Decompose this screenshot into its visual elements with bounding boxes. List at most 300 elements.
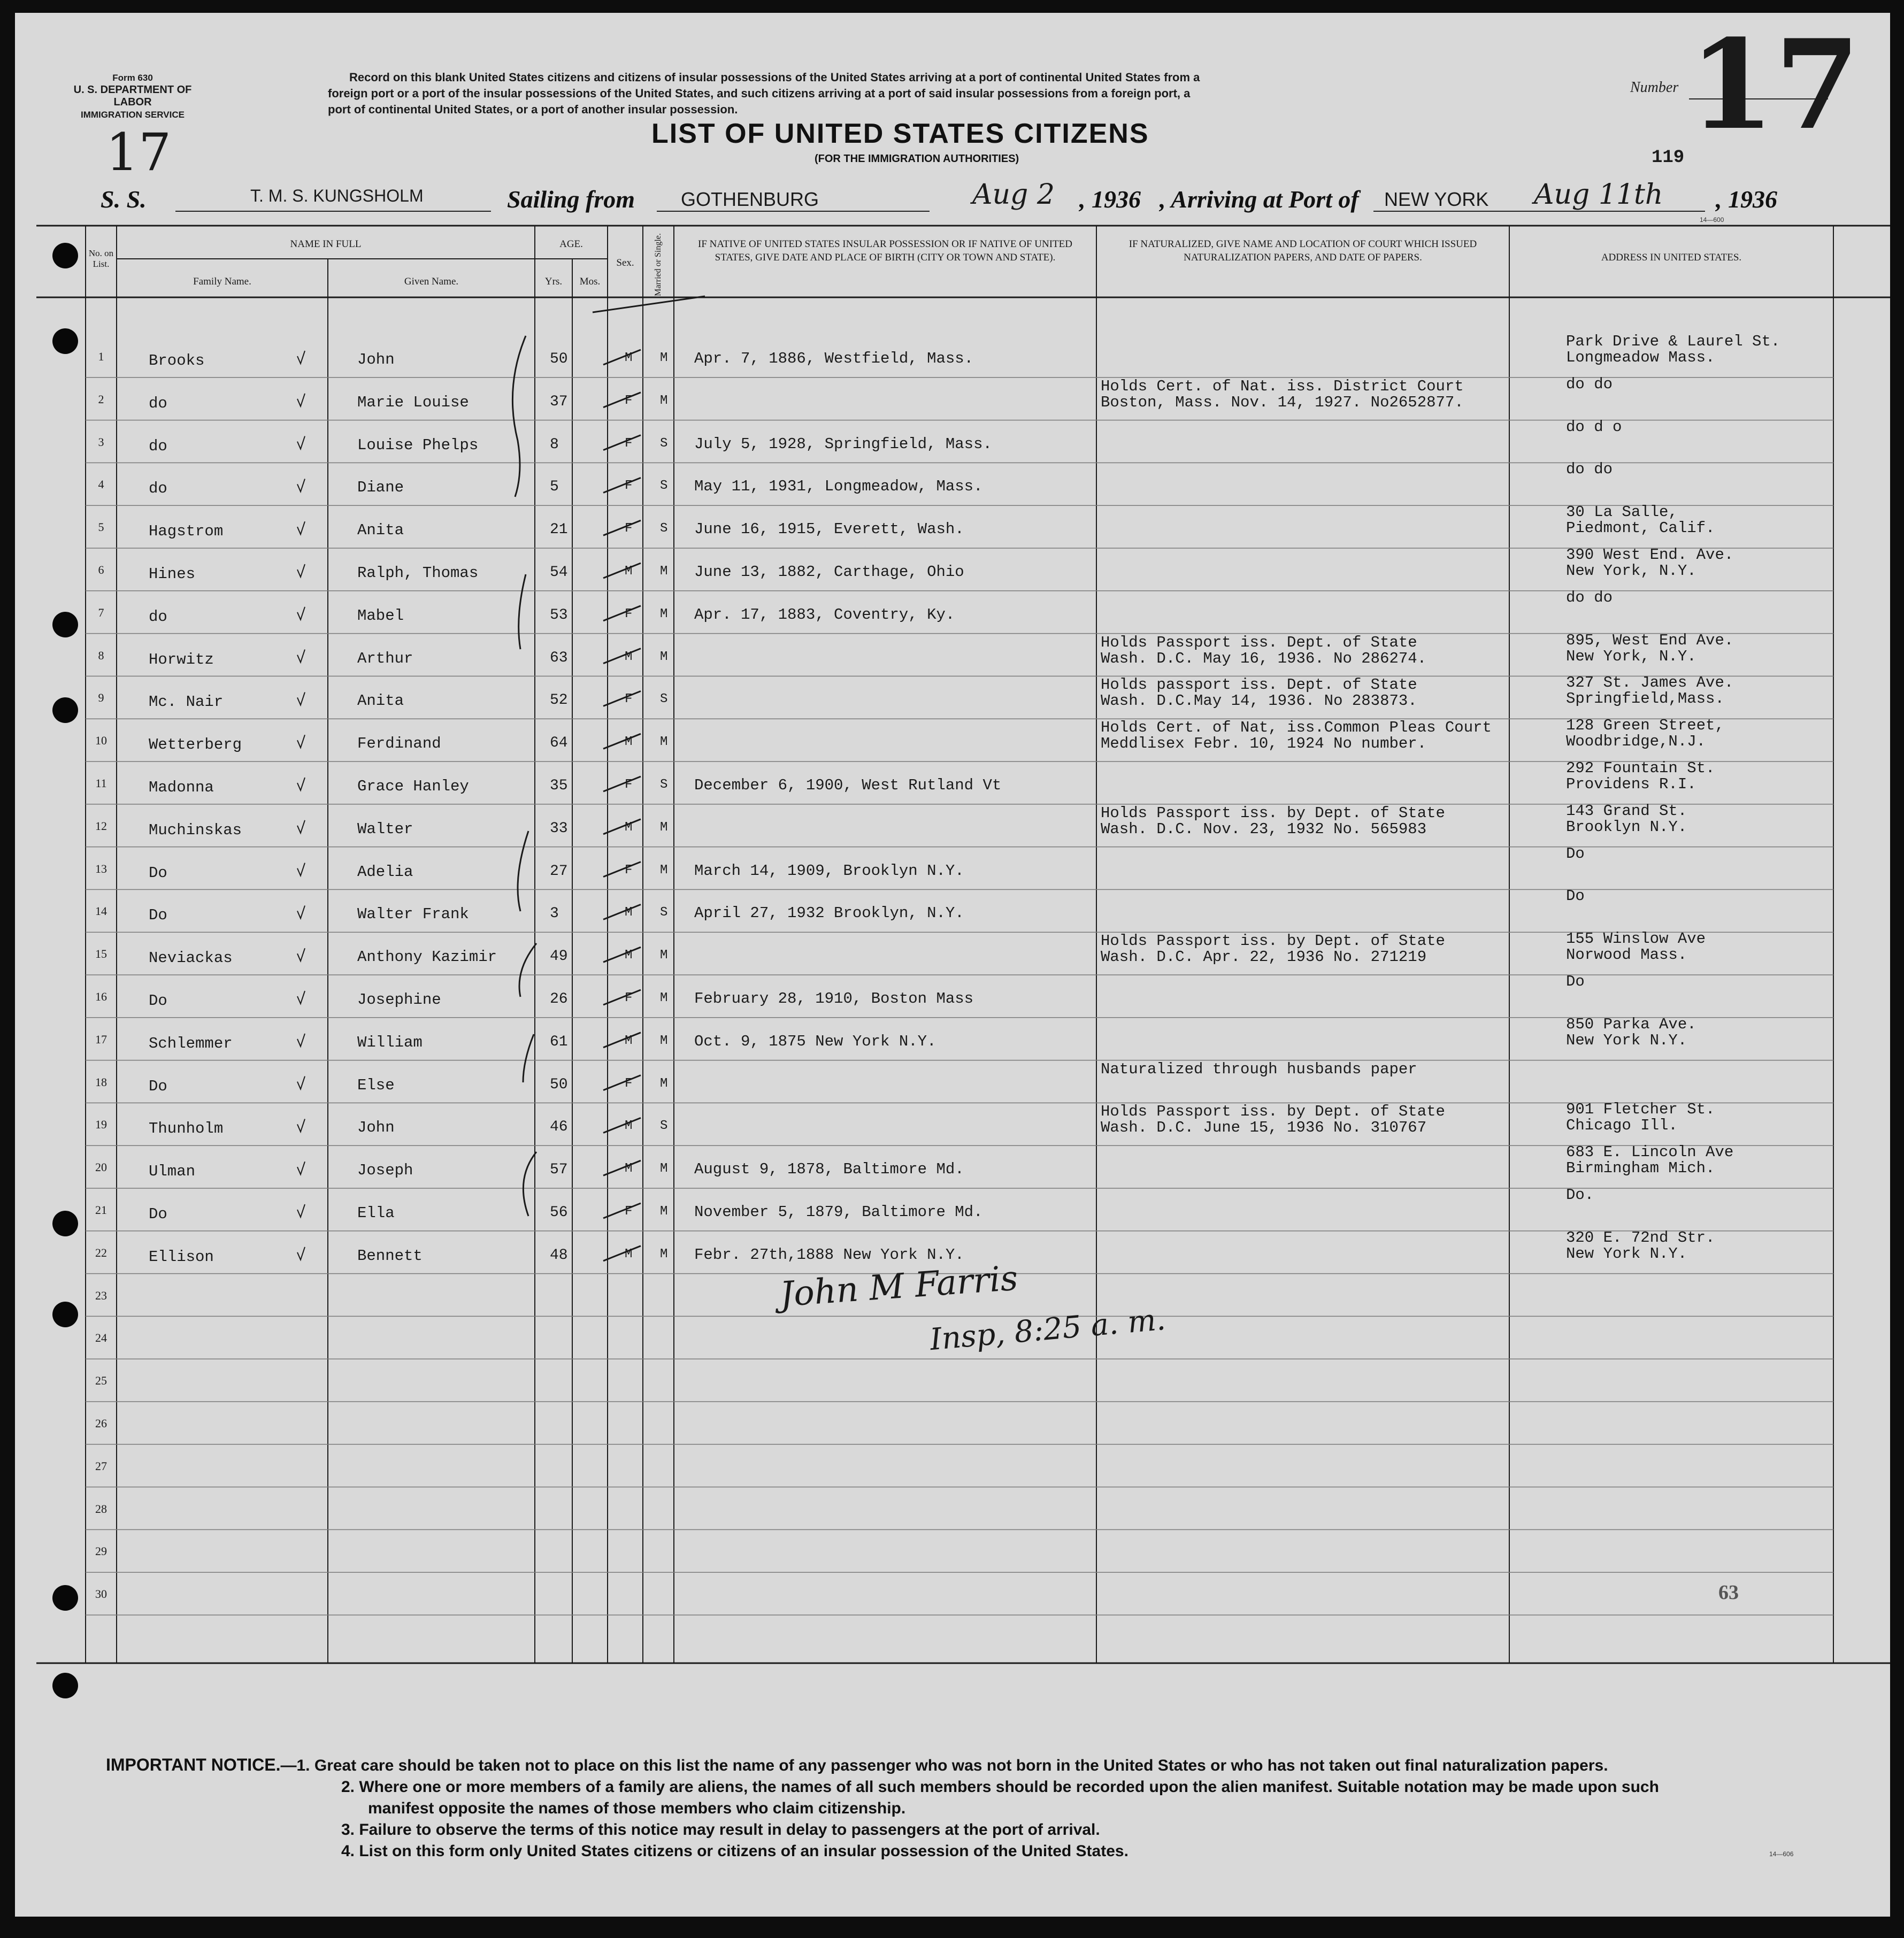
family-bracket-3 [518, 831, 528, 911]
family-name: Brooks [149, 352, 205, 370]
given-name: William [357, 1033, 423, 1051]
handwritten-marks [15, 13, 1890, 1917]
sex: F [625, 991, 633, 1005]
sex: M [625, 1247, 633, 1262]
tally-stroke [603, 350, 641, 365]
marital-status: M [660, 606, 668, 621]
age-years: 50 [550, 351, 568, 367]
row-number: 3 [98, 435, 104, 449]
inspection-time: Insp, 8:25 a. m. [928, 1302, 1167, 1358]
address-line-1: 128 Green Street, [1566, 717, 1724, 735]
sex: M [625, 820, 633, 835]
form-code-bottom: 14—606 [1769, 1850, 1794, 1858]
row-number: 22 [95, 1245, 107, 1259]
given-name: Diane [357, 479, 404, 497]
family-name: Hagstrom [149, 522, 224, 541]
row-number: 20 [95, 1160, 107, 1174]
age-years: 48 [550, 1247, 568, 1264]
row-number: 30 [95, 1587, 107, 1601]
sex: M [625, 1119, 633, 1134]
row-number: 12 [95, 819, 107, 833]
sex: M [625, 948, 633, 963]
age-years: 61 [550, 1033, 568, 1050]
row-number: 21 [95, 1203, 107, 1217]
sail-year: , 1936 [1079, 186, 1141, 213]
birth-details: Apr. 17, 1883, Coventry, Ky. [694, 605, 955, 624]
tally-stroke [603, 1203, 641, 1218]
row-number: 26 [95, 1417, 107, 1430]
address-line-1: 683 E. Lincoln Ave [1566, 1143, 1734, 1162]
sex: F [625, 1076, 633, 1091]
marital-status: M [660, 1033, 668, 1048]
age-years: 33 [550, 820, 568, 837]
sailing-label: Sailing from [507, 186, 635, 213]
age-years: 54 [550, 564, 568, 581]
address-line-1: 895, West End Ave. [1566, 631, 1734, 649]
marital-status: S [660, 479, 668, 494]
family-name: Ellison [149, 1248, 214, 1266]
sex: M [625, 564, 633, 579]
department-name: U. S. DEPARTMENT OF LABOR [73, 84, 192, 108]
sex: M [625, 1162, 633, 1176]
col-header-married: Married or Single. [654, 233, 663, 296]
birth-details: August 9, 1878, Baltimore Md. [694, 1160, 964, 1179]
naturalization-line-1: Holds Passport iss. by Dept. of State [1101, 1103, 1445, 1121]
marital-status: M [660, 351, 668, 365]
check-mark [297, 1204, 305, 1217]
family-name: Do [149, 864, 167, 882]
family-name: Do [149, 1205, 167, 1223]
naturalization-line-1: Holds Passport iss. Dept. of State [1101, 633, 1417, 651]
age-years: 26 [550, 991, 568, 1008]
sex: F [625, 521, 633, 536]
address-line-1: Do. [1566, 1186, 1594, 1204]
marital-status: M [660, 564, 668, 579]
row-number: 23 [95, 1288, 107, 1302]
col-header-mos: Mos. [579, 276, 601, 287]
tally-stroke [603, 1075, 641, 1090]
form-number: Form 630 [112, 73, 153, 83]
address-line-2: New York N.Y. [1566, 1244, 1687, 1263]
address-line-2: New York, N.Y. [1566, 647, 1696, 665]
given-name: Joseph [357, 1162, 413, 1180]
naturalization-line-2: Wash. D.C. Nov. 23, 1932 No. 565983 [1101, 820, 1427, 838]
form-code-top: 14—600 [1700, 216, 1724, 224]
marital-status: M [660, 1247, 668, 1262]
stroke-mark [593, 296, 705, 312]
check-mark [297, 692, 305, 705]
check-mark [297, 650, 305, 663]
family-name: do [149, 607, 167, 626]
service-name: IMMIGRATION SERVICE [81, 110, 185, 120]
given-name: Ella [357, 1204, 395, 1222]
given-name: John [357, 1119, 395, 1137]
address-line-1: 901 Fletcher St. [1566, 1101, 1715, 1119]
tally-stroke [603, 478, 641, 493]
marital-status: M [660, 863, 668, 878]
birth-details: Oct. 9, 1875 New York N.Y. [694, 1032, 936, 1050]
tally-stroke [603, 990, 641, 1005]
address-line-1: 390 West End. Ave. [1566, 546, 1734, 564]
sex: F [625, 393, 633, 408]
address-line-1: Park Drive & Laurel St. [1566, 333, 1780, 350]
given-name: Walter Frank [357, 905, 469, 924]
age-years: 56 [550, 1204, 568, 1221]
col-header-naturalized: IF NATURALIZED, GIVE NAME AND LOCATION OF COURT WHICH ISSUED NATURALIZATION PAPERS, AND DATE OF PAPERS. [1128, 239, 1477, 263]
address-line-1: do do [1566, 588, 1613, 606]
family-name: Horwitz [149, 650, 214, 668]
family-name: do [149, 437, 167, 455]
family-name: Madonna [149, 779, 214, 796]
row-number: 10 [95, 734, 107, 748]
row-number: 4 [98, 478, 104, 491]
age-years: 50 [550, 1076, 568, 1093]
age-years: 57 [550, 1162, 568, 1179]
naturalization-line-2: Wash. D.C. May 16, 1936. No 286274. [1101, 649, 1427, 667]
row-number: 1 [98, 350, 104, 363]
address-line-2: Woodbridge,N.J. [1566, 733, 1706, 751]
tally-stroke [603, 435, 641, 450]
address-line-1: 320 E. 72nd Str. [1566, 1228, 1715, 1247]
naturalization-line-1: Naturalized through husbands paper [1101, 1060, 1417, 1078]
col-header-birth: IF NATIVE OF UNITED STATES INSULAR POSSESSION OR IF NATIVE OF UNITED STATES, GIVE DATE AND PLACE OF BIRTH (CITY OR TOWN AND STATE). [698, 239, 1072, 263]
naturalization-line-1: Holds passport iss. Dept. of State [1101, 676, 1417, 694]
address-line-2: Chicago Ill. [1566, 1117, 1678, 1135]
row-number: 8 [98, 648, 104, 662]
birth-details: April 27, 1932 Brooklyn, N.Y. [694, 904, 964, 922]
marital-status: M [660, 1076, 668, 1091]
check-mark [297, 1076, 305, 1089]
sex: F [625, 1204, 633, 1219]
check-mark [297, 991, 305, 1004]
marital-status: S [660, 1119, 668, 1134]
row-number: 6 [98, 563, 104, 576]
address-line-2: Norwood Mass. [1566, 946, 1687, 964]
family-name: Do [149, 1077, 167, 1095]
check-mark [297, 607, 305, 620]
age-years: 3 [550, 905, 559, 922]
row-number: 28 [95, 1502, 107, 1516]
address-line-2: Birmingham Mich. [1566, 1159, 1715, 1178]
marital-status: S [660, 521, 668, 536]
binder-hole [52, 243, 78, 268]
given-name: Anita [357, 692, 404, 710]
sex: F [625, 863, 633, 878]
family-name: Ulman [149, 1163, 196, 1181]
tally-stroke [603, 947, 641, 962]
row-number: 15 [95, 947, 107, 961]
check-mark [297, 521, 305, 534]
row-number: 29 [95, 1544, 107, 1558]
binder-hole [52, 1302, 78, 1327]
birth-details: June 13, 1882, Carthage, Ohio [694, 563, 964, 581]
address-line-1: do do [1566, 375, 1613, 393]
naturalization-line-1: Holds Passport iss. by Dept. of State [1101, 932, 1445, 950]
sex: M [625, 351, 633, 365]
row-number: 25 [95, 1374, 107, 1388]
birth-details: Febr. 27th,1888 New York N.Y. [694, 1245, 964, 1264]
naturalization-line-2: Meddlisex Febr. 10, 1924 No number. [1101, 735, 1427, 753]
address-line-1: 155 Winslow Ave [1566, 930, 1706, 948]
family-name: Do [149, 992, 167, 1010]
margin-handwritten-number: 17 [106, 122, 172, 182]
check-mark [297, 778, 305, 790]
record-line-2: foreign port or a port of the insular possessions of the United States, and such citizens arriving at a port of said insular possessions from a foreign port, a [328, 87, 1191, 100]
marital-status: S [660, 692, 668, 707]
row-number: 11 [95, 776, 107, 790]
age-years: 21 [550, 521, 568, 539]
row-number: 13 [95, 862, 107, 875]
check-mark [297, 564, 305, 577]
binder-hole [52, 1585, 78, 1611]
marital-status: M [660, 1204, 668, 1219]
check-mark [297, 905, 305, 918]
row-number: 14 [95, 904, 107, 918]
record-line-3: port of continental United States, or a port of another insular possession. [328, 103, 738, 116]
address-line-1: do d o [1566, 418, 1622, 436]
sex: M [625, 649, 633, 664]
tally-stroke [603, 1118, 641, 1133]
address-line-1: 30 La Salle, [1566, 503, 1678, 521]
page-title: LIST OF UNITED STATES CITIZENS [651, 118, 1149, 149]
age-years: 53 [550, 606, 568, 624]
check-mark [297, 820, 305, 833]
address-line-1: 850 Parka Ave. [1566, 1015, 1696, 1033]
row-number: 17 [95, 1032, 107, 1046]
tally-stroke [603, 862, 641, 877]
marital-status: M [660, 948, 668, 963]
stamp-119: 119 [1652, 148, 1685, 168]
sail-date: Aug 2 [972, 179, 1055, 211]
address-line-1: do do [1566, 460, 1613, 479]
binder-hole [52, 1211, 78, 1236]
marital-status: M [660, 820, 668, 835]
given-name: Louise Phelps [357, 436, 479, 454]
tally-stroke [603, 1246, 641, 1261]
row-number: 16 [95, 990, 107, 1003]
family-bracket-2 [519, 574, 526, 649]
sex: F [625, 479, 633, 494]
col-header-name-in-full: NAME IN FULL [290, 239, 362, 250]
sex: F [625, 692, 633, 707]
birth-details: June 16, 1915, Everett, Wash. [694, 520, 964, 539]
ss-label: S. S. [101, 186, 147, 213]
col-header-sex: Sex. [616, 257, 634, 268]
given-name: Marie Louise [357, 393, 469, 411]
check-mark [297, 735, 305, 748]
family-name: Mc. Nair [149, 693, 224, 711]
given-name: Arthur [357, 649, 413, 667]
given-name: Ferdinand [357, 735, 441, 753]
sex: M [625, 905, 633, 920]
tally-stroke [603, 393, 641, 407]
birth-details: February 28, 1910, Boston Mass [694, 990, 974, 1008]
check-mark [297, 479, 305, 491]
given-name: Mabel [357, 606, 404, 625]
address-line-2: Springfield,Mass. [1566, 690, 1724, 708]
family-name: do [149, 394, 167, 412]
tally-stroke [603, 606, 641, 621]
family-name: Schlemmer [149, 1034, 233, 1052]
age-years: 37 [550, 393, 568, 410]
tally-stroke [603, 1160, 641, 1175]
family-name: Hines [149, 565, 196, 583]
notice-item-3: 3. Failure to observe the terms of this notice may result in delay to passengers at the port of arrival. [341, 1821, 1100, 1839]
address-line-2: Brooklyn N.Y. [1566, 818, 1687, 836]
notice-item-4: 4. List on this form only United States citizens or citizens of an insular possession of the United States. [341, 1842, 1128, 1860]
age-years: 46 [550, 1119, 568, 1136]
address-line-1: 292 Fountain St. [1566, 759, 1715, 777]
family-bracket-1 [512, 336, 526, 497]
sailing-port: GOTHENBURG [681, 188, 819, 210]
row-number: 27 [95, 1459, 107, 1473]
tally-stroke [603, 776, 641, 791]
given-name: Bennett [357, 1247, 423, 1265]
address-line-1: Do [1566, 973, 1585, 990]
document-page [15, 13, 1890, 1917]
row-number: 5 [98, 520, 104, 534]
family-name: Do [149, 906, 167, 925]
marital-status: S [660, 905, 668, 920]
given-name: Josephine [357, 991, 441, 1009]
row-number: 18 [95, 1075, 107, 1089]
sex: M [625, 1033, 633, 1048]
page-subtitle: (FOR THE IMMIGRATION AUTHORITIES) [815, 153, 1019, 165]
naturalization-line-2: Wash. D.C.May 14, 1936. No 283873. [1101, 692, 1417, 710]
important-notice [106, 1754, 1860, 1862]
row-number: 9 [98, 691, 104, 705]
binder-hole [52, 1673, 78, 1698]
row-number: 19 [95, 1118, 107, 1132]
marital-status: M [660, 649, 668, 664]
family-bracket-6 [523, 1152, 536, 1216]
address-line-2: Longmeadow Mass. [1566, 349, 1715, 366]
row-number: 2 [98, 392, 104, 406]
check-mark [297, 436, 305, 449]
row-number: 24 [95, 1331, 107, 1345]
col-header-yrs: Yrs. [544, 276, 563, 287]
age-years: 49 [550, 948, 568, 965]
arrival-port: NEW YORK [1384, 188, 1489, 210]
family-name: Wetterberg [149, 736, 242, 754]
naturalization-line-1: Holds Cert. of Nat. iss. District Court [1101, 377, 1464, 395]
given-name: Grace Hanley [357, 778, 469, 795]
given-name: Anthony Kazimir [357, 948, 497, 966]
given-name: Walter [357, 820, 413, 838]
address-line-2: New York N.Y. [1566, 1031, 1687, 1049]
tally-stroke [603, 819, 641, 834]
tally-stroke [603, 691, 641, 706]
check-mark [297, 351, 305, 364]
birth-details: July 5, 1928, Springfield, Mass. [694, 435, 992, 453]
birth-details: March 14, 1909, Brooklyn N.Y. [694, 862, 964, 880]
given-name: John [357, 351, 395, 368]
col-header-address: ADDRESS IN UNITED STATES. [1601, 252, 1742, 263]
given-name: Anita [357, 521, 404, 540]
binder-hole [52, 612, 78, 637]
marital-status: S [660, 778, 668, 792]
naturalization-line-2: Wash. D.C. Apr. 22, 1936 No. 271219 [1101, 948, 1427, 966]
age-years: 63 [550, 649, 568, 666]
sex: F [625, 778, 633, 792]
check-mark [297, 1119, 305, 1132]
number-label: Number [1630, 79, 1679, 96]
age-years: 35 [550, 778, 568, 794]
notice-item-2-cont: manifest opposite the names of those members who claim citizenship. [368, 1799, 906, 1817]
family-name: Muchinskas [149, 821, 242, 839]
address-line-1: Do [1566, 887, 1585, 905]
ship-name: T. M. S. KUNGSHOLM [250, 186, 424, 205]
given-name: Adelia [357, 863, 413, 881]
marital-status: M [660, 1162, 668, 1176]
notice-heading: IMPORTANT NOTICE. [106, 1755, 281, 1774]
marital-status: M [660, 735, 668, 750]
col-header-family: Family Name. [193, 276, 251, 287]
notice-item-1: —1. Great care should be taken not to place on this list the name of any passenger who was not born in the United States or who has not taken out final naturalization papers. [280, 1757, 1608, 1774]
tally-stroke [603, 1033, 641, 1048]
address-line-2: Piedmont, Calif. [1566, 519, 1715, 537]
age-years: 27 [550, 863, 568, 880]
check-mark [297, 863, 305, 876]
arrival-date: Aug 11th [1534, 179, 1663, 211]
row-number: 7 [98, 605, 104, 619]
tally-stroke [603, 734, 641, 749]
naturalization-line-2: Wash. D.C. June 15, 1936 No. 310767 [1101, 1119, 1427, 1137]
given-name: Ralph, Thomas [357, 564, 479, 582]
tally-stroke [603, 904, 641, 919]
record-line-1: Record on this blank United States citizens and citizens of insular possessions of the United States arriving at a port of continental United States from a [349, 71, 1200, 84]
family-bracket-4 [519, 943, 536, 997]
sex: F [625, 606, 633, 621]
age-years: 52 [550, 692, 568, 709]
check-mark [297, 1034, 305, 1047]
birth-details: November 5, 1879, Baltimore Md. [694, 1203, 983, 1221]
col-header-no: No. on List. [88, 248, 114, 269]
arrival-year: , 1936 [1716, 186, 1777, 213]
arriving-label: , Arriving at Port of [1160, 186, 1359, 213]
inspector-signature: John M Farris [778, 1258, 1019, 1315]
sex: F [625, 436, 633, 451]
birth-details: December 6, 1900, West Rutland Vt [694, 776, 1002, 794]
tally-stroke [603, 649, 641, 664]
page-stamp: 63 [1718, 1581, 1739, 1604]
naturalization-line-2: Boston, Mass. Nov. 14, 1927. No2652877. [1101, 393, 1464, 411]
col-header-given: Given Name. [404, 276, 459, 287]
given-name: Else [357, 1076, 395, 1094]
address-line-1: 327 St. James Ave. [1566, 674, 1734, 692]
check-mark [297, 948, 305, 961]
tally-stroke [603, 520, 641, 535]
check-mark [297, 394, 305, 406]
address-line-1: 143 Grand St. [1566, 802, 1687, 820]
age-years: 64 [550, 735, 568, 752]
age-years: 8 [550, 436, 559, 453]
marital-status: M [660, 991, 668, 1005]
notice-item-2: 2. Where one or more members of a family are aliens, the names of all such members should be recorded upon the alien manifest. Suitable notation may be made upon such [341, 1778, 1659, 1796]
marital-status: S [660, 436, 668, 451]
birth-details: Apr. 7, 1886, Westfield, Mass. [694, 350, 974, 367]
family-name: Thunholm [149, 1120, 224, 1138]
address-line-2: New York, N.Y. [1566, 562, 1696, 580]
handwritten-number: 17 [1689, 13, 1861, 157]
naturalization-line-1: Holds Passport iss. by Dept. of State [1101, 804, 1445, 822]
age-years: 5 [550, 479, 559, 496]
check-mark [297, 1247, 305, 1260]
col-header-age: AGE. [559, 239, 583, 250]
check-mark [297, 1162, 305, 1174]
address-line-1: Do [1566, 844, 1585, 863]
birth-details: May 11, 1931, Longmeadow, Mass. [694, 478, 983, 496]
